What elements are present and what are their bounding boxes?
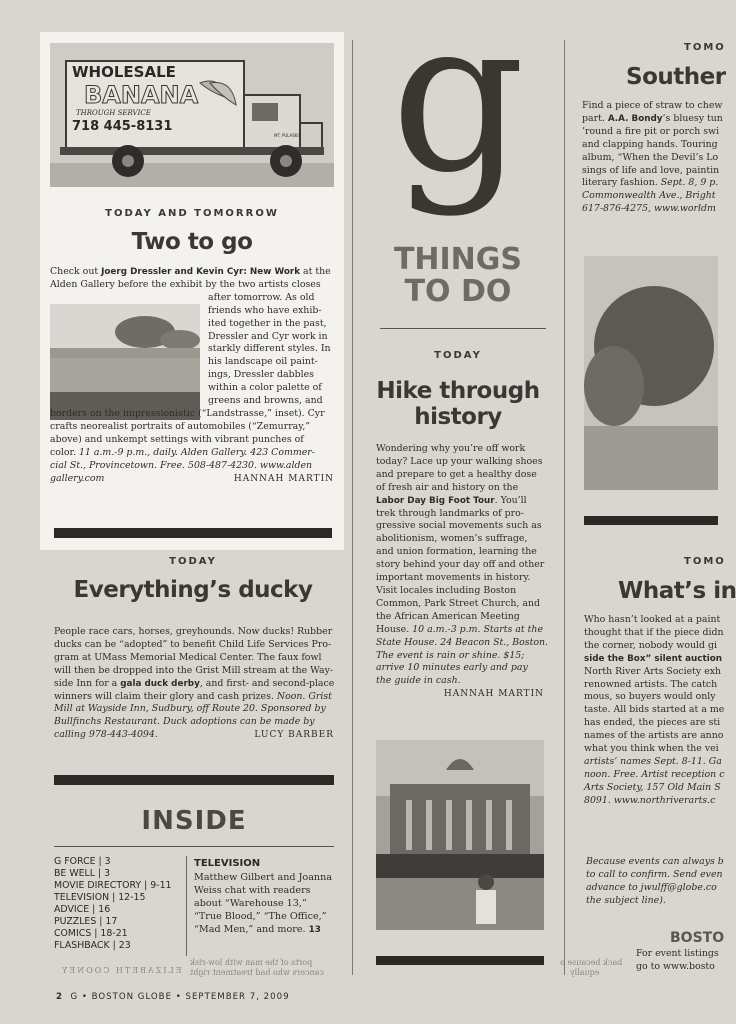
text-line — [54, 639, 338, 652]
things-to-do-line1: THINGS — [393, 242, 523, 277]
text-line: ited together in the past, — [208, 317, 327, 329]
text-line: after tomorrow. As old — [208, 291, 315, 303]
story2-byline: LUCY BARBER — [254, 730, 334, 741]
note-line: to call to confirm. Send even — [586, 868, 723, 880]
text-line — [582, 203, 718, 216]
text-line — [582, 112, 723, 126]
right-bottom-head: BOSTO — [670, 930, 725, 946]
bold-highlight: A.A. Bondy — [607, 113, 663, 124]
text-line — [584, 614, 721, 627]
text-run: Find a piece of straw to chew — [582, 100, 723, 111]
inside-tv-page[interactable]: 13 — [308, 925, 321, 935]
text-line — [584, 795, 718, 808]
text-run: thought that if the piece didn — [584, 626, 724, 638]
text-run: ducks can be “adopted” to benefit Child Life Services Pro- — [54, 638, 332, 650]
text-line — [50, 460, 336, 473]
text-run: will then be dropped into the Grist Mill stream at the Way- — [54, 664, 334, 676]
text-line — [376, 443, 558, 456]
italic-details: cial St., Provincetown. Free. 508-487-4230. www.alden — [50, 459, 313, 471]
story2-headline: Everything’s ducky — [73, 577, 313, 603]
text-run: Common, Park Street Church, and — [376, 597, 540, 609]
g-logo: g — [390, 0, 526, 219]
text-line — [50, 266, 336, 279]
story3-body — [376, 443, 558, 701]
story-two-to-go — [40, 32, 344, 550]
text-line — [582, 177, 718, 190]
text-line: Dressler and Cyr work in — [208, 330, 328, 342]
inside-item[interactable]: ADVICE | 16 — [54, 904, 111, 915]
italic-details: Bullfinchs Restaurant. Duck adoptions can be made by — [54, 716, 315, 728]
page-footer — [56, 992, 290, 1002]
text-line — [582, 126, 718, 139]
text-line — [376, 520, 558, 533]
text-run: Check out — [50, 266, 102, 277]
story2-last-line: calling 978-443-4094. — [54, 729, 158, 741]
italic-details: arrive 10 minutes early and pay — [376, 662, 528, 674]
right-col-body-2 — [584, 614, 725, 808]
text-line: starkly different styles. In — [208, 343, 331, 355]
text-line: friends who have exhib- — [208, 304, 322, 316]
truck-door-text: MT. PULASKI — [274, 133, 299, 138]
text-run: ’s bluesy tun — [662, 112, 723, 124]
text-line — [584, 755, 722, 769]
note-line: Because events can always b — [586, 856, 724, 867]
text-line — [50, 279, 336, 292]
text-line: his landscape oil paint- — [208, 356, 318, 368]
text-line — [50, 447, 336, 460]
inside-item[interactable]: COMICS | 18-21 — [54, 928, 128, 939]
text-run: taste. All bids started at a me — [584, 704, 725, 716]
text-line — [376, 546, 558, 559]
text-line — [54, 691, 338, 704]
text-line — [582, 139, 718, 152]
text-line — [376, 495, 558, 508]
text-line — [376, 624, 558, 637]
inside-tv-line: “True Blood,” “The Office,” — [194, 911, 327, 922]
inside-tv-head: TELEVISION — [194, 858, 261, 869]
text-line — [376, 482, 558, 495]
inside-item[interactable]: PUZZLES | 17 — [54, 916, 118, 927]
story3-byline: HANNAH MARTIN — [443, 689, 544, 700]
italic-details: Mill at Wayside Inn, Sudbury, off Route 20. Sponsored by — [54, 703, 326, 715]
italic-details: Sept. 8, 9 p. — [660, 177, 719, 189]
state-house-photo — [376, 740, 544, 930]
truck-text-service: THROUGH SERVICE — [76, 109, 151, 117]
italic-details: State House. 24 Beacon St., Boston. — [376, 636, 549, 648]
inside-divider — [186, 856, 187, 956]
text-run: trek through landmarks of pro- — [376, 507, 524, 519]
text-line — [376, 469, 558, 482]
bold-highlight: gala duck derby — [120, 678, 200, 689]
text-line — [376, 508, 558, 521]
text-line — [54, 626, 338, 639]
text-line — [584, 730, 724, 743]
story3-headline-1: Hike through — [376, 378, 540, 404]
text-run: and union formation, learning the — [376, 546, 537, 558]
note-line: advance to jwulff@globe.co — [586, 881, 717, 893]
text-line — [584, 743, 718, 756]
text-run: , and first- and second-place — [199, 677, 335, 689]
text-line — [376, 533, 558, 546]
text-line — [584, 665, 722, 679]
text-run: names of the artists are anno — [584, 730, 724, 742]
text-line — [584, 626, 724, 640]
right-headline-2: What’s in — [618, 578, 736, 604]
text-run: ’round a fire pit or porch swi — [582, 125, 720, 137]
inside-tv — [194, 858, 344, 937]
truck-painting-photo — [50, 43, 334, 187]
bold-highlight: Joerg Dressler and Kevin Cyr: New Work — [101, 267, 301, 277]
right-bottom-lines — [636, 948, 718, 974]
inside-tv-line: about “Warehouse 13,” — [194, 898, 307, 909]
text-line: greens and browns, and — [208, 395, 323, 407]
bleed-text-right-2: equally — [570, 968, 600, 977]
text-line — [584, 640, 718, 653]
italic-details: 11 a.m.-9 p.m., daily. Alden Gallery. 423 Commer- — [78, 446, 315, 458]
text-line — [584, 679, 718, 692]
text-run: of fresh air and history on the — [376, 481, 519, 493]
text-run: what you think when the vei — [584, 743, 719, 755]
right-kicker-2: TOMO — [684, 556, 726, 567]
page-number: 2 — [56, 992, 63, 1002]
text-run: winners will claim their glory and cash prizes. — [54, 690, 277, 702]
right-col-body — [582, 100, 723, 216]
text-line — [376, 637, 558, 650]
text-run: album, “When the Devil’s Lo — [582, 151, 719, 163]
text-run: literary fashion. — [582, 177, 661, 189]
text-run: the corner, nobody would gi — [584, 639, 717, 651]
tree-illustration — [584, 256, 718, 490]
italic-details: 10 a.m.-3 p.m. Starts at the — [412, 623, 543, 635]
story1-last-line: gallery.com — [50, 472, 105, 484]
text-run: side Inn for a — [54, 677, 121, 689]
text-run: Alden Gallery before the exhibit by the two artists closes — [50, 278, 321, 290]
italic-details: 8091. www.northriverarts.c — [584, 794, 716, 806]
inside-item[interactable]: BE WELL | 3 — [54, 868, 111, 879]
story2-kicker: TODAY — [169, 556, 217, 567]
italic-details: The event is rain or shine. $15; — [376, 649, 525, 661]
bleed-text-center-2: cancers who had treatment right — [190, 968, 324, 977]
inside-tv-line: “Mad Men,” and more. — [194, 924, 306, 935]
right-col-photo — [584, 256, 718, 490]
text-line — [50, 434, 336, 447]
text-line — [584, 717, 721, 730]
divider-bar-3 — [376, 956, 544, 965]
inside-tv-line: Matthew Gilbert and Joanna — [194, 872, 332, 883]
inside-item[interactable]: MOVIE DIRECTORY | 9-11 — [54, 880, 172, 891]
text-run: mous, so buyers would only — [584, 691, 716, 703]
text-run: color. — [50, 446, 79, 458]
italic-details: noon. Free. Artist reception c — [584, 768, 725, 780]
text-run: borders on the impressionistic (“Landstrasse,” inset). Cyr — [50, 407, 325, 419]
text-run: North River Arts Society exh — [584, 665, 722, 677]
truck-text-phone: 718 445-8131 — [72, 119, 173, 134]
inside-rule — [54, 846, 334, 847]
text-line — [50, 421, 336, 434]
text-line — [376, 662, 558, 675]
text-line — [376, 598, 558, 611]
text-run: People race cars, horses, greyhounds. Now ducks! Rubber — [54, 626, 333, 637]
text-line — [54, 703, 338, 716]
text-run: . You’ll — [494, 494, 527, 506]
text-run: gram at UMass Memorial Medical Center. The faux fowl — [54, 651, 322, 663]
text-run: important movements in history. — [376, 572, 531, 584]
text-line — [584, 691, 718, 704]
text-run: House. — [376, 623, 413, 635]
text-run: renowned artists. The catch — [584, 678, 718, 690]
story3-headline-2: history — [414, 404, 502, 430]
text-line: within a color palette of — [208, 382, 322, 394]
truck-text-banana: BANANA — [84, 81, 199, 109]
divider-bar-2 — [54, 775, 334, 785]
divider-bar-1 — [54, 528, 332, 538]
text-line — [376, 585, 558, 598]
text-run: and prepare to get a healthy dose — [376, 468, 537, 480]
text-run: story behind your day off and other — [376, 559, 545, 571]
top-right-headline: Souther — [626, 64, 726, 90]
text-line — [582, 165, 718, 178]
story3-kicker: TODAY — [434, 350, 482, 361]
text-line — [582, 100, 723, 113]
inside-title: INSIDE — [141, 806, 247, 836]
state-house-illustration — [376, 740, 544, 930]
inside-item[interactable]: G FORCE | 3 — [54, 856, 111, 867]
italic-details: the guide in cash. — [376, 675, 461, 687]
text-line — [584, 704, 725, 717]
text-line — [376, 559, 558, 572]
footer-text: G • BOSTON GLOBE • SEPTEMBER 7, 2009 — [70, 992, 290, 1002]
text-line — [376, 675, 558, 688]
text-line — [54, 652, 338, 665]
top-right-kicker: TOMO — [684, 42, 726, 53]
bold-highlight: side the Box” silent auction — [584, 653, 723, 664]
text-line — [54, 665, 338, 678]
note-line: the subject line). — [586, 894, 666, 906]
text-run: today? Lace up your walking shoes — [376, 455, 543, 467]
story1-kicker: TODAY AND TOMORROW — [105, 208, 279, 219]
bold-highlight: Labor Day Big Foot Tour — [376, 495, 495, 506]
text-line — [54, 678, 338, 691]
bottom-line: go to www.bosto — [636, 960, 715, 972]
italic-details: Commonwealth Ave., Bright — [582, 190, 716, 202]
italic-details: artists’ names Sept. 8-11. Ga — [584, 755, 722, 767]
text-run: above) and unkempt settings with vibrant punches of — [50, 433, 304, 445]
logo-rule — [380, 328, 546, 329]
text-run: has ended, the pieces are sti — [584, 717, 721, 729]
text-line — [376, 572, 558, 585]
story1-body — [50, 266, 336, 486]
bleed-text-center-1: ports of the man with low-risk — [190, 958, 313, 967]
text-line — [584, 768, 725, 782]
truck-text-wholesale: WHOLESALE — [72, 63, 176, 81]
text-run: Who hasn’t looked at a paint — [584, 614, 721, 625]
text-line — [54, 716, 338, 729]
bottom-line: For event listings — [636, 948, 719, 959]
text-line — [50, 408, 336, 421]
text-run: Wondering why you’re off work — [376, 443, 526, 454]
text-run: and clapping hands. Touring — [582, 138, 718, 150]
story1-byline: HANNAH MARTIN — [233, 473, 334, 484]
text-run: part. — [582, 112, 608, 124]
text-line — [584, 653, 723, 666]
italic-details: 617-876-4275, www.worldm — [582, 203, 716, 215]
text-line — [376, 456, 558, 469]
right-col-note — [586, 856, 724, 908]
text-run: abolitionism, women’s suffrage, — [376, 533, 528, 545]
inside-tv-line: Weiss chat with readers — [194, 885, 311, 896]
text-run: sings of life and love, paintin — [582, 164, 720, 176]
bleed-text-left: ELIZABETH COONEY — [60, 966, 182, 975]
text-line — [582, 152, 718, 165]
text-run: at the — [300, 266, 331, 277]
text-run: the African American Meeting — [376, 610, 520, 622]
story1-headline: Two to go — [131, 229, 253, 255]
italic-details: Noon. Grist — [276, 690, 332, 702]
text-line — [376, 650, 558, 663]
things-to-do-line2: TO DO — [404, 274, 512, 309]
text-line: ings, Dressler dabbles — [208, 369, 314, 381]
text-line — [584, 781, 721, 795]
text-line — [376, 611, 558, 624]
story2-body — [54, 626, 338, 742]
text-run: Visit locales including Boston — [376, 584, 517, 596]
column-rule-right — [564, 40, 565, 975]
text-run: gressive social movements such as — [376, 520, 542, 532]
bleed-text-right-1: back because o — [560, 958, 623, 967]
text-run: crafts neorealist portraits of automobiles (“Zemurray,” — [50, 420, 311, 432]
inside-item[interactable]: FLASHBACK | 23 — [54, 940, 131, 951]
inside-item[interactable]: TELEVISION | 12-15 — [54, 892, 146, 903]
text-line — [582, 190, 718, 203]
column-rule-left — [352, 40, 353, 975]
divider-bar-4 — [584, 516, 718, 525]
italic-details: Arts Society, 157 Old Main S — [584, 781, 721, 793]
inside-list — [54, 856, 184, 952]
